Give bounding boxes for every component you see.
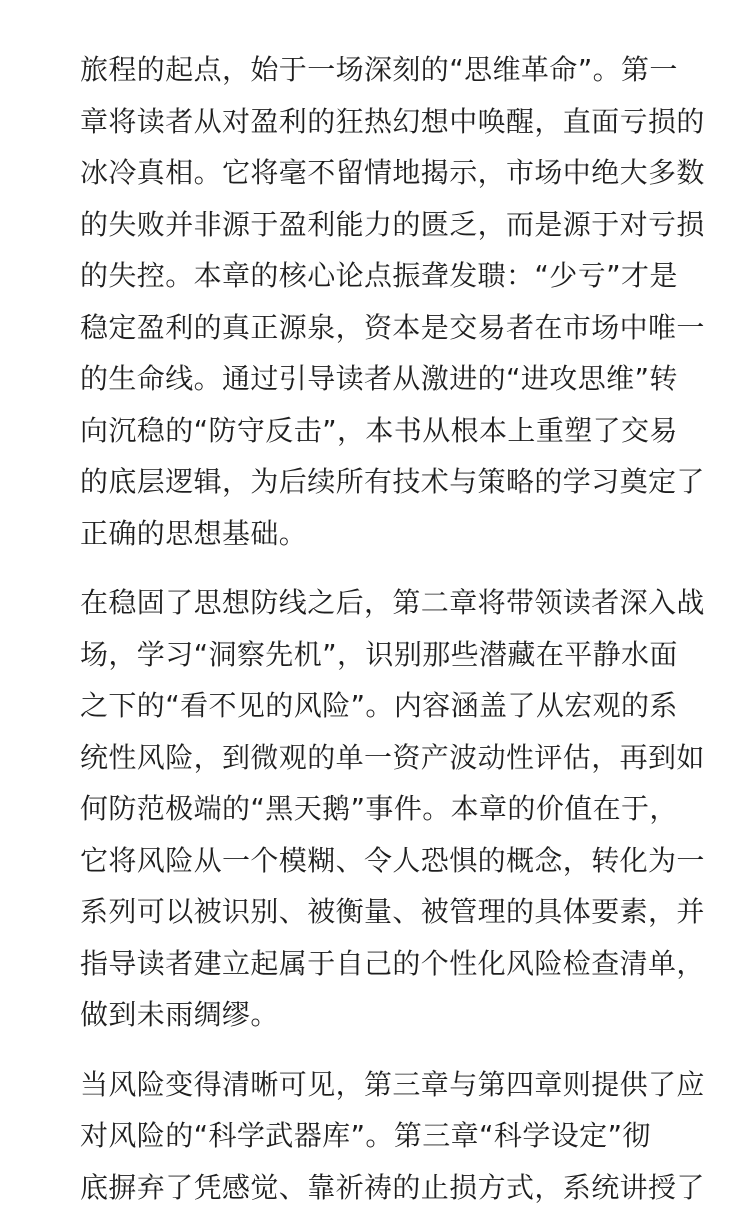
text-line: 何防范极端的“黑天鹅”事件。本章的价值在于， xyxy=(80,783,670,835)
paragraph-1 xyxy=(80,44,670,559)
text-line: 当风险变得清晰可见，第三章与第四章则提供了应 xyxy=(80,1059,670,1111)
text-line: 底摒弃了凭感觉、靠祈祷的止损方式，系统讲授了 xyxy=(80,1162,670,1213)
text-line: 的底层逻辑，为后续所有技术与策略的学习奠定了 xyxy=(80,456,670,508)
text-line: 它将风险从一个模糊、令人恐惧的概念，转化为一 xyxy=(80,835,670,887)
text-line: 指导读者建立起属于自己的个性化风险检查清单， xyxy=(80,938,670,990)
text-line: 场，学习“洞察先机”，识别那些潜藏在平静水面 xyxy=(80,629,670,681)
text-line: 旅程的起点，始于一场深刻的“思维革命”。第一 xyxy=(80,44,670,96)
text-line: 对风险的“科学武器库”。第三章“科学设定”彻 xyxy=(80,1110,670,1162)
text-line: 稳定盈利的真正源泉，资本是交易者在市场中唯一 xyxy=(80,302,670,354)
text-line: 向沉稳的“防守反击”，本书从根本上重塑了交易 xyxy=(80,405,670,457)
text-line: 统性风险，到微观的单一资产波动性评估，再到如 xyxy=(80,732,670,784)
text-line: 冰冷真相。它将毫不留情地揭示，市场中绝大多数 xyxy=(80,147,670,199)
text-line: 在稳固了思想防线之后，第二章将带领读者深入战 xyxy=(80,577,670,629)
text-line: 正确的思想基础。 xyxy=(80,508,670,560)
paragraph-3 xyxy=(80,1059,670,1213)
text-line: 的失控。本章的核心论点振聋发聩：“少亏”才是 xyxy=(80,250,670,302)
paragraph-2 xyxy=(80,577,670,1041)
text-line: 的失败并非源于盈利能力的匮乏，而是源于对亏损 xyxy=(80,199,670,251)
text-line: 的生命线。通过引导读者从激进的“进攻思维”转 xyxy=(80,353,670,405)
text-line: 系列可以被识别、被衡量、被管理的具体要素，并 xyxy=(80,886,670,938)
text-line: 做到未雨绸缪。 xyxy=(80,989,670,1041)
text-line: 章将读者从对盈利的狂热幻想中唤醒，直面亏损的 xyxy=(80,96,670,148)
text-line: 之下的“看不见的风险”。内容涵盖了从宏观的系 xyxy=(80,680,670,732)
